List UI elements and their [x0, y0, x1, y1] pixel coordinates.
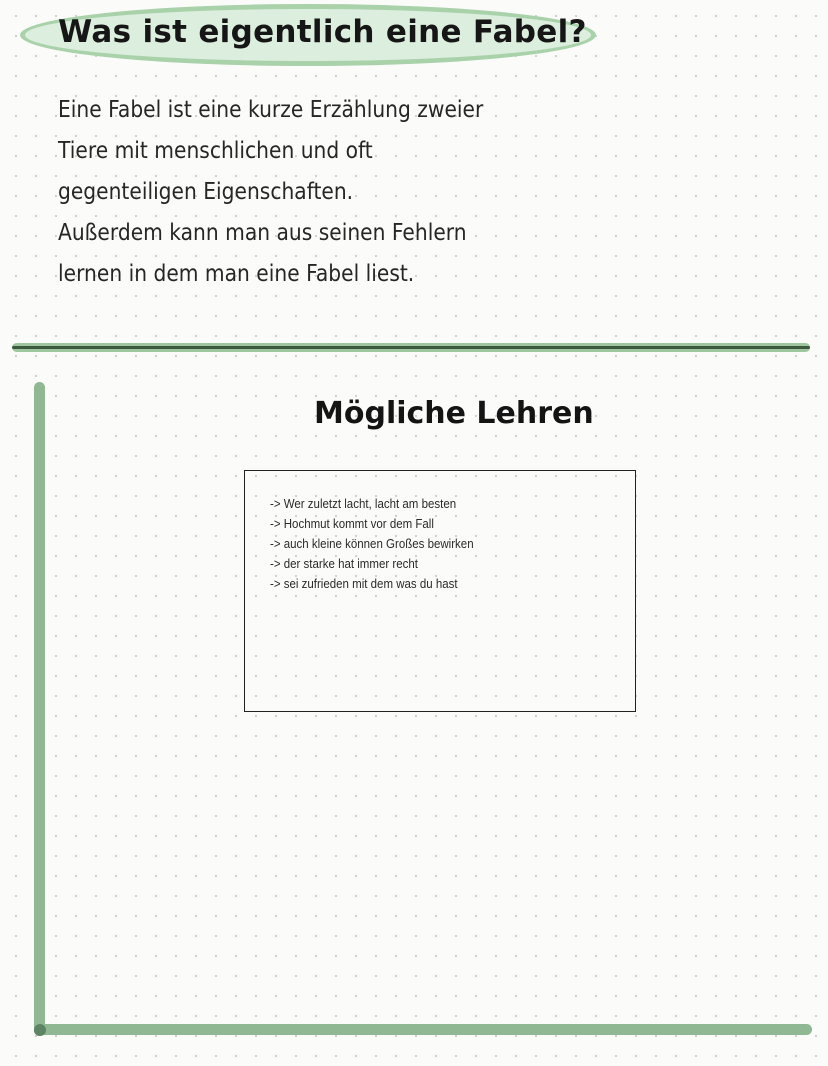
- lesson-item: -> Hochmut kommt vor dem Fall: [270, 517, 434, 531]
- page-title: Was ist eigentlich eine Fabel?: [58, 14, 587, 50]
- lesson-item: -> Wer zuletzt lacht, lacht am besten: [270, 497, 457, 511]
- lesson-item: -> der starke hat immer recht: [270, 557, 418, 571]
- section-divider: [12, 343, 810, 352]
- frame-bottom-bar: [34, 1024, 812, 1035]
- lesson-item: -> sei zufrieden mit dem was du hast: [270, 577, 458, 591]
- lessons-title: Mögliche Lehren: [314, 396, 594, 431]
- definition-line: Tiere mit menschlichen und oft: [58, 138, 373, 164]
- lesson-item: -> auch kleine können Großes bewirken: [270, 537, 474, 551]
- definition-line: Außerdem kann man aus seinen Fehlern: [58, 220, 467, 246]
- definition-text: [58, 90, 484, 295]
- definition-line: lernen in dem man eine Fabel liest.: [58, 261, 415, 287]
- lessons-list: [270, 494, 482, 594]
- definition-line: Eine Fabel ist eine kurze Erzählung zweier: [58, 97, 484, 123]
- frame-corner: [34, 1024, 46, 1036]
- definition-line: gegenteiligen Eigenschaften.: [58, 179, 354, 205]
- frame-left-bar: [34, 382, 45, 1036]
